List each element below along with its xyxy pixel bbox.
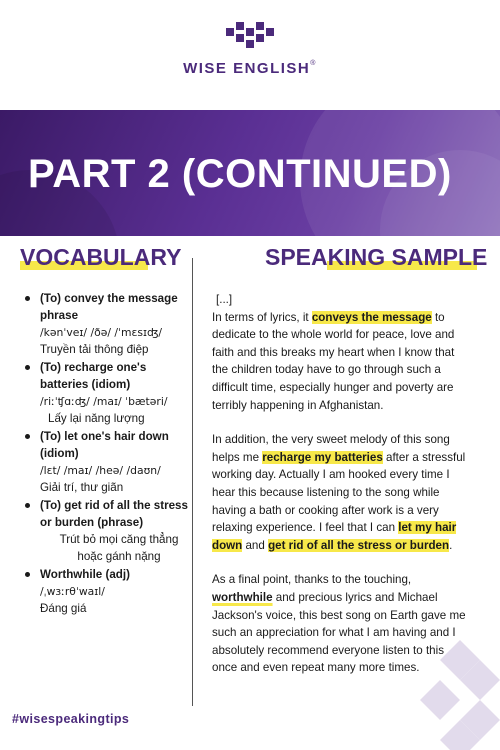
vocab-term: (To) recharge one's batteries (idiom) [40, 361, 147, 391]
vocab-ipa: /kənˈveɪ/ /ðə/ /ˈmɛsɪʤ/ [40, 326, 163, 339]
decorative-pattern-icon [410, 640, 500, 750]
vocab-term: (To) convey the message phrase [40, 292, 178, 322]
vocab-term: Worthwhile (adj) [40, 568, 130, 581]
sample-paragraph: As a final point, thanks to the touching, worthwhile and precious lyrics and Michael Jackson's voice, this best song on Earth gave me such an appreciation for what I am having and I absolutely recommend everyone listen to this once and even repeat many more times. [212, 573, 466, 675]
bullet-icon [25, 503, 30, 508]
vocabulary-list [22, 290, 190, 618]
wise-logo-icon [226, 22, 274, 52]
vocab-meaning: Truyền tải thông điệp [40, 343, 149, 356]
column-divider [192, 258, 193, 706]
sample-paragraph: [...] In terms of lyrics, it conveys the message to dedicate to the whole world for peace, love and faith and this breaks my heart when I know that the children today have to go through such a difficult time, especially hunger and poverty are terribly happening in Afghanistan. [212, 293, 455, 412]
vocab-meaning: Trút bỏ mọi căng thẳng hoặc gánh nặng [59, 533, 179, 563]
highlighted-phrase: get rid of all the stress or burden [268, 538, 450, 552]
bullet-icon [25, 572, 30, 577]
bullet-icon [25, 434, 30, 439]
brand-name: WISE ENGLISH® [183, 60, 317, 77]
vocab-item [22, 566, 190, 617]
sample-paragraph: In addition, the very sweet melody of this song helps me recharge my batteries after a stressful working day. Actually I am hooked every time I hear this because listening to the song while having a bath or cooking after work is a very relaxing experience. I feel that I can let my hair down and get rid of all the stress or burden. [212, 433, 466, 552]
highlighted-phrase: conveys the message [311, 310, 432, 324]
vocabulary-heading: VOCABULARY [20, 244, 182, 270]
speaking-sample-text [212, 291, 470, 694]
brand-header [0, 22, 500, 77]
vocab-ipa: /lɛt/ /maɪ/ /heə/ /daʊn/ [40, 464, 161, 477]
vocab-term: (To) let one's hair down (idiom) [40, 430, 169, 460]
page-title: PART 2 (CONTINUED) [28, 152, 452, 196]
vocab-meaning: Lấy lại năng lượng [48, 412, 145, 425]
title-banner [0, 110, 500, 236]
vocab-item [22, 290, 190, 358]
vocab-term: (To) get rid of all the stress or burden (phrase) [40, 499, 188, 529]
vocab-item [22, 428, 190, 496]
bullet-icon [25, 296, 30, 301]
vocab-item [22, 359, 190, 427]
vocab-meaning: Giải trí, thư giãn [40, 481, 124, 494]
highlighted-phrase: recharge my batteries [262, 450, 383, 464]
highlighted-phrase: let my hair down [212, 521, 457, 552]
vocab-ipa: /ˌwɜːrθˈwaɪl/ [40, 585, 105, 598]
speaking-sample-heading: SPEAKING SAMPLE [265, 244, 488, 270]
hashtag: #wisespeakingtips [12, 712, 130, 726]
vocab-ipa: /riːˈʧɑːʤ/ /maɪ/ ˈbætəri/ [40, 395, 168, 408]
bullet-icon [25, 365, 30, 370]
vocab-item [22, 497, 190, 565]
underlined-phrase: worthwhile [212, 590, 273, 604]
vocab-meaning: Đáng giá [40, 602, 87, 615]
